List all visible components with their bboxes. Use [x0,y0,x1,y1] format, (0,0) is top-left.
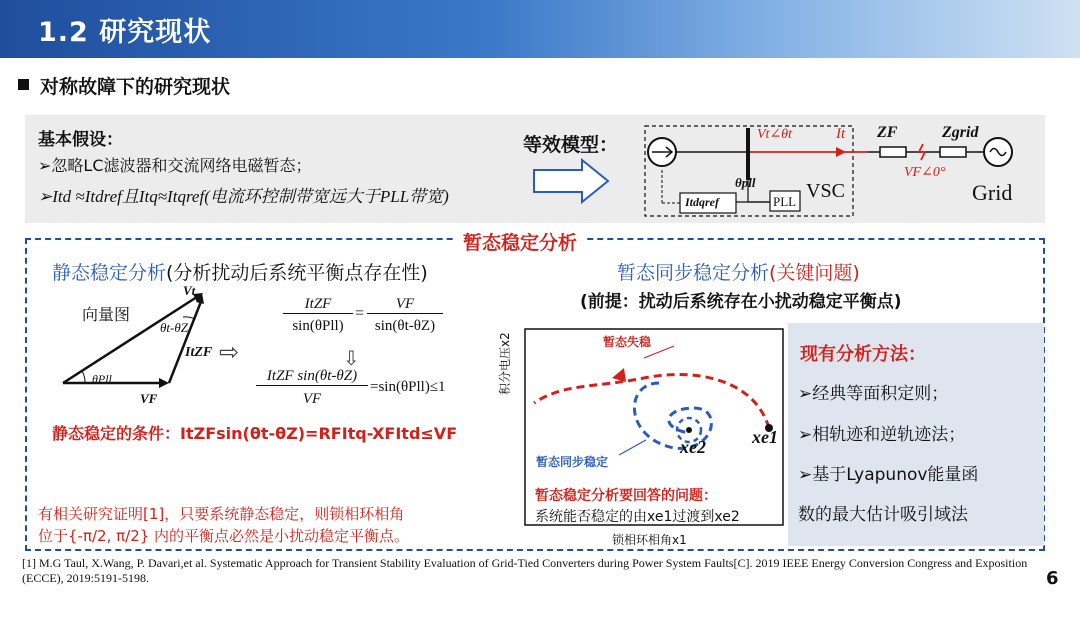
vf-vector-label: VF [140,391,158,406]
eq2-num: ItZF sin(θt-θZ) [256,368,368,386]
eq1-lhs-num: ItZF [283,296,353,314]
transient-title: 暂态稳定分析 [455,228,585,255]
section-title: 对称故障下的研究现状 [40,76,231,98]
unstable-label: 暂态失稳 [603,335,652,349]
vf-label: VF∠0° [904,165,946,180]
xe2-label: xe2 [680,437,706,457]
it-label: It [836,126,846,142]
vector-diagram-label: 向量图 [82,305,131,324]
sync-title [617,258,860,285]
sync-title-key: (关键问题) [769,262,860,284]
assumptions-title: 基本假设： [38,130,123,150]
plot-y-label: 积分电压x2 [498,332,512,395]
vt-label: Vt∠θt [757,127,792,142]
method-item: ➢基于Lyapunov能量函 [798,465,979,485]
eq2-rhs: =sin(θPll)≤1 [370,379,446,395]
stable-label: 暂态同步稳定 [536,455,609,469]
assumption-1: ➢忽略LC滤波器和交流网络电磁暂态； [38,156,312,175]
down-double-arrow-icon: ⇩ [343,346,360,370]
static-title-main: 静态稳定分析 [52,262,167,284]
equiv-model-label: 等效模型： [523,134,619,156]
plot-x-label: 锁相环相角x1 [612,533,687,547]
eq1-equals: = [355,305,365,322]
xe1-label: xe1 [752,427,778,447]
static-title [52,258,428,285]
plot-question: 暂态稳定分析要回答的问题： [535,488,717,504]
theta-pll-vector-label: θPll [92,372,112,386]
eq1-lhs-den: sin(θPll) [292,318,344,334]
pll-label: PLL [773,194,797,209]
method-item: 数的最大估计吸引域法 [798,505,968,525]
plot-question-2: 系统能否稳定的由xe1过渡到xe2 [535,509,740,525]
zgrid-label: Zgrid [942,124,979,141]
itdqref-label: Itdqref [685,195,719,209]
static-title-sub: (分析扰动后系统平衡点存在性) [166,262,428,284]
method-item: ➢经典等面积定则； [798,384,949,404]
vsc-label: VSC [806,180,845,202]
assumption-2: ➢Itd ≈Itdref且Itq≈Itqref(电流环控制带宽远大于PLL带宽) [38,187,449,206]
method-item: ➢相轨迹和逆轨迹法； [798,425,966,445]
eq1-rhs-den: sin(θt-θZ) [374,318,436,334]
note-line-2: 位于{-π/2, π/2} 内的平衡点必然是小扰动稳定平衡点。 [38,527,410,545]
izf-vector-label: ItZF [185,345,213,360]
sync-premise: (前提：扰动后系统存在小扰动稳定平衡点) [580,292,902,312]
methods-title: 现有分析方法： [800,344,926,365]
right-double-arrow-icon: ⇨ [219,338,240,366]
reference: [1] M.G Taul, X.Wang, P. Davari,et al. Systematic Approach for Transient Stability Evaluation of Grid-Tied Converters during Power System Faults[C]. 2019 IEEE Energy Conversion Congress and Exposition (ECCE), 2019:5191-5198. [22,556,1028,585]
sync-title-main: 暂态同步稳定分析 [617,262,770,284]
page-title: 1.2 研究现状 [38,17,212,48]
right-arrow-icon [530,158,612,204]
zf-label: ZF [877,124,898,141]
bullet-square-icon [18,79,29,90]
theta-diff-label: θt-θZ [160,320,188,335]
note-line-1: 有相关研究证明[1]，只要系统静态稳定，则锁相环相角 [38,505,405,523]
grid-label: Grid [972,180,1013,205]
page-number: 6 [1046,568,1059,589]
vt-vector-label: Vt [183,283,196,298]
static-condition: 静态稳定的条件：ItZFsin(θt-θZ)=RFItq-XFItd≤VF [52,424,458,443]
theta-pll-label: θpll [735,175,756,190]
eq1-rhs-num: VF [367,296,443,314]
eq2-den: VF [302,391,322,407]
vector-diagram [55,285,235,395]
